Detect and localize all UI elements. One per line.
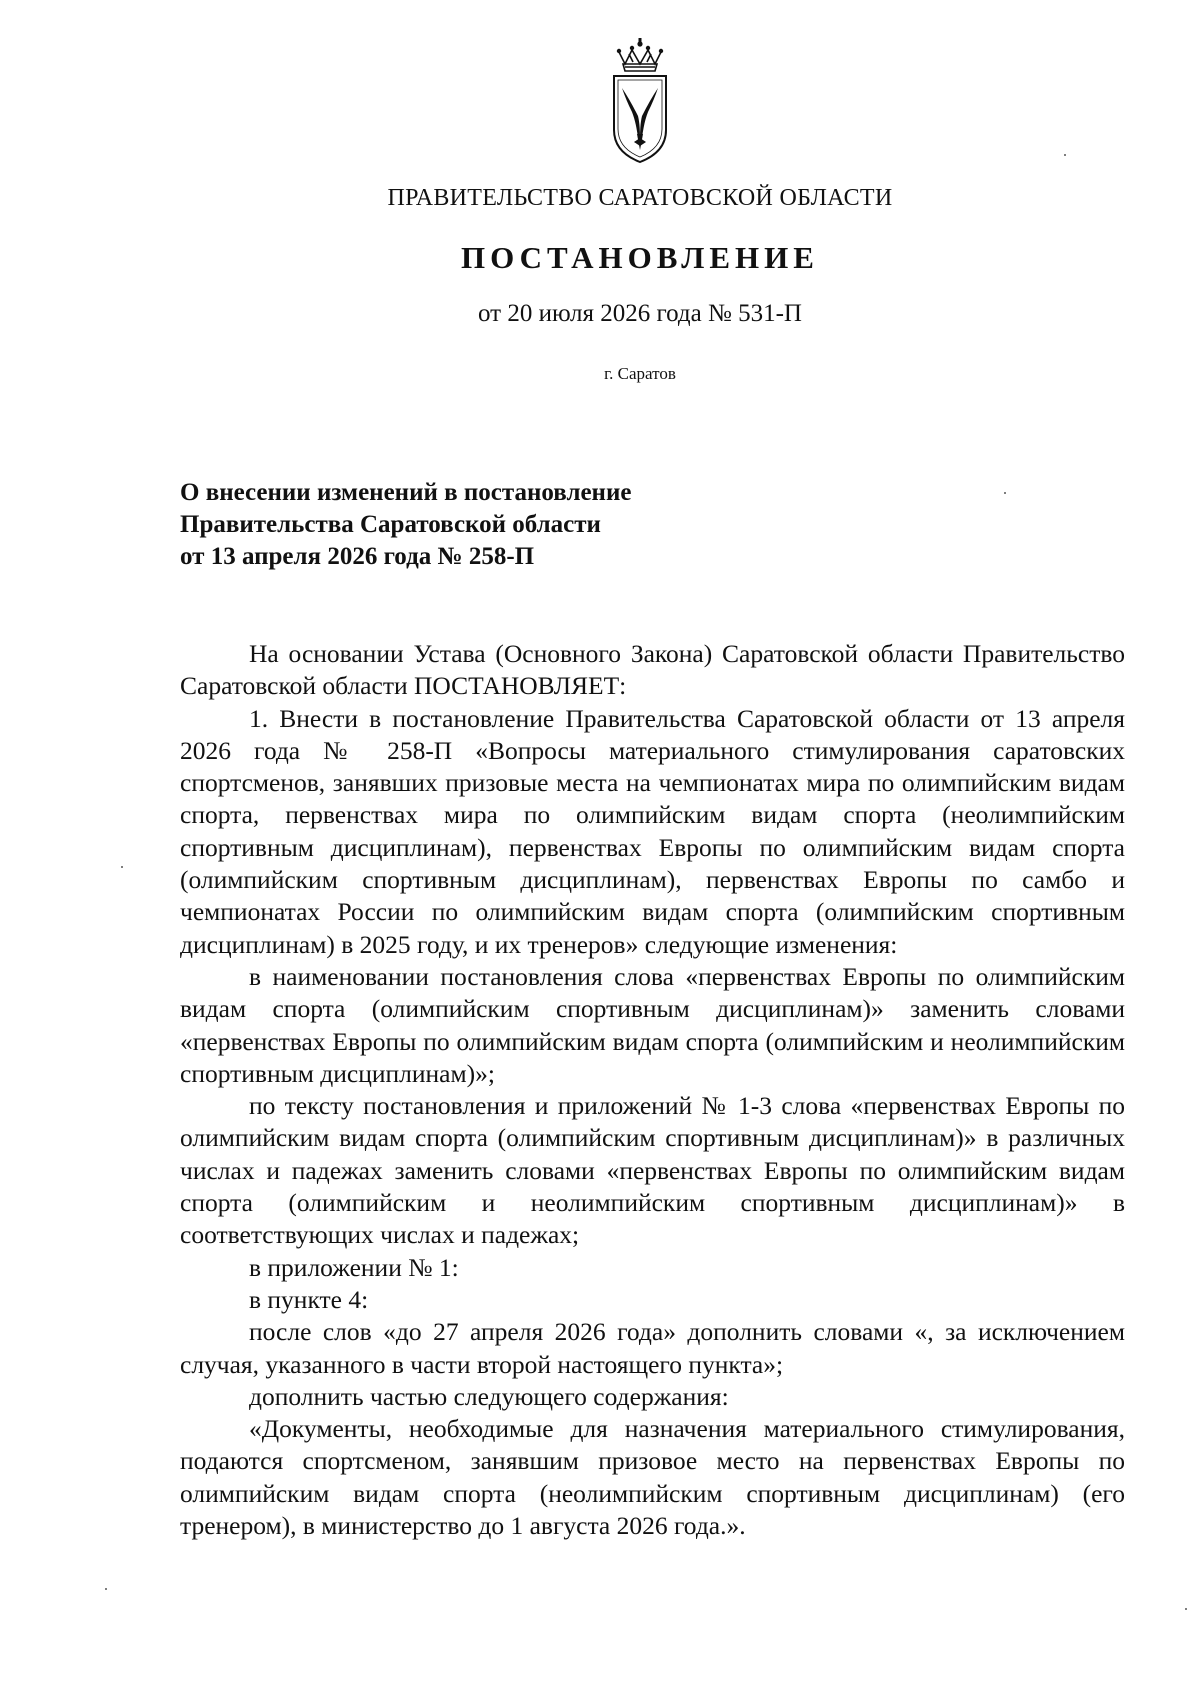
subject-line: Правительства Саратовской области [180, 511, 601, 538]
document-subject [180, 477, 631, 573]
scan-speck [105, 1588, 107, 1590]
subject-line: О внесении изменений в постановление [180, 479, 632, 506]
body-paragraph: после слов «до 27 апреля 2026 года» дополнить словами «, за исключением случая, указанного в части второй настоящего пункта»; [180, 1317, 1125, 1379]
body-paragraph: в приложении № 1: [249, 1252, 459, 1282]
body-paragraph: в пункте 4: [249, 1284, 369, 1314]
document-date-number: от 20 июля 2026 года № 531-П [478, 300, 802, 327]
body-paragraph: дополнить частью следующего содержания: [249, 1381, 729, 1411]
body-paragraph: «Документы, необходимые для назначения материального стимулирования, подаются спортсменом, занявшим призовое место на первенствах Европы по олимпийским видам спорта (неолимпийским спортивным дисциплинам) (его тренером), в министерство до 1 августа 2026 года.». [180, 1414, 1125, 1541]
subject-line: от 13 апреля 2026 года № 258-П [180, 543, 535, 570]
body-paragraph: в наименовании постановления слова «первенствах Европы по олимпийским видам спорта (олимпийским спортивным дисциплинам)» заменить словами «первенствах Европы по олимпийским видам спорта (олимпийским и неолимпийским спортивным дисциплинам)»; [180, 961, 1125, 1088]
saratov-coat-of-arms-icon [597, 38, 683, 166]
scan-speck [1004, 492, 1006, 494]
body-paragraph: На основании Устава (Основного Закона) Саратовской области Правительство Саратовской области ПОСТАНОВЛЯЕТ: [180, 639, 1125, 701]
scan-speck [1185, 1608, 1187, 1610]
document-city: г. Саратов [604, 364, 676, 383]
government-name: ПРАВИТЕЛЬСТВО САРАТОВСКОЙ ОБЛАСТИ [387, 185, 893, 211]
scan-speck [1064, 154, 1066, 156]
body-paragraph: 1. Внести в постановление Правительства Саратовской области от 13 апреля 2026 года № 258-П «Вопросы материального стимулирования саратовских спортсменов, занявших призовые места на чемпионатах мира по олимпийским видам спорта, первенствах мира по олимпийским видам спорта (неолимпийским спортивным дисциплинам), первенствах Европы по олимпийским видам спорта (олимпийским спортивным дисциплинам), первенствах Европы по самбо и чемпионатах России по олимпийским видам спорта (олимпийским спортивным дисциплинам) в 2025 году, и их тренеров» следующие изменения: [180, 703, 1125, 959]
document-body [180, 638, 1125, 1542]
body-paragraph: по тексту постановления и приложений № 1-3 слова «первенствах Европы по олимпийским видам спорта (олимпийским спортивным дисциплинам)» в различных числах и падежах заменить словами «первенствах Европы по олимпийским видам спорта (олимпийским и неолимпийским спортивным дисциплинам)» в соответствующих числах и падежах; [180, 1091, 1125, 1250]
scan-speck [121, 866, 123, 868]
document-type: ПОСТАНОВЛЕНИЕ [461, 240, 819, 275]
